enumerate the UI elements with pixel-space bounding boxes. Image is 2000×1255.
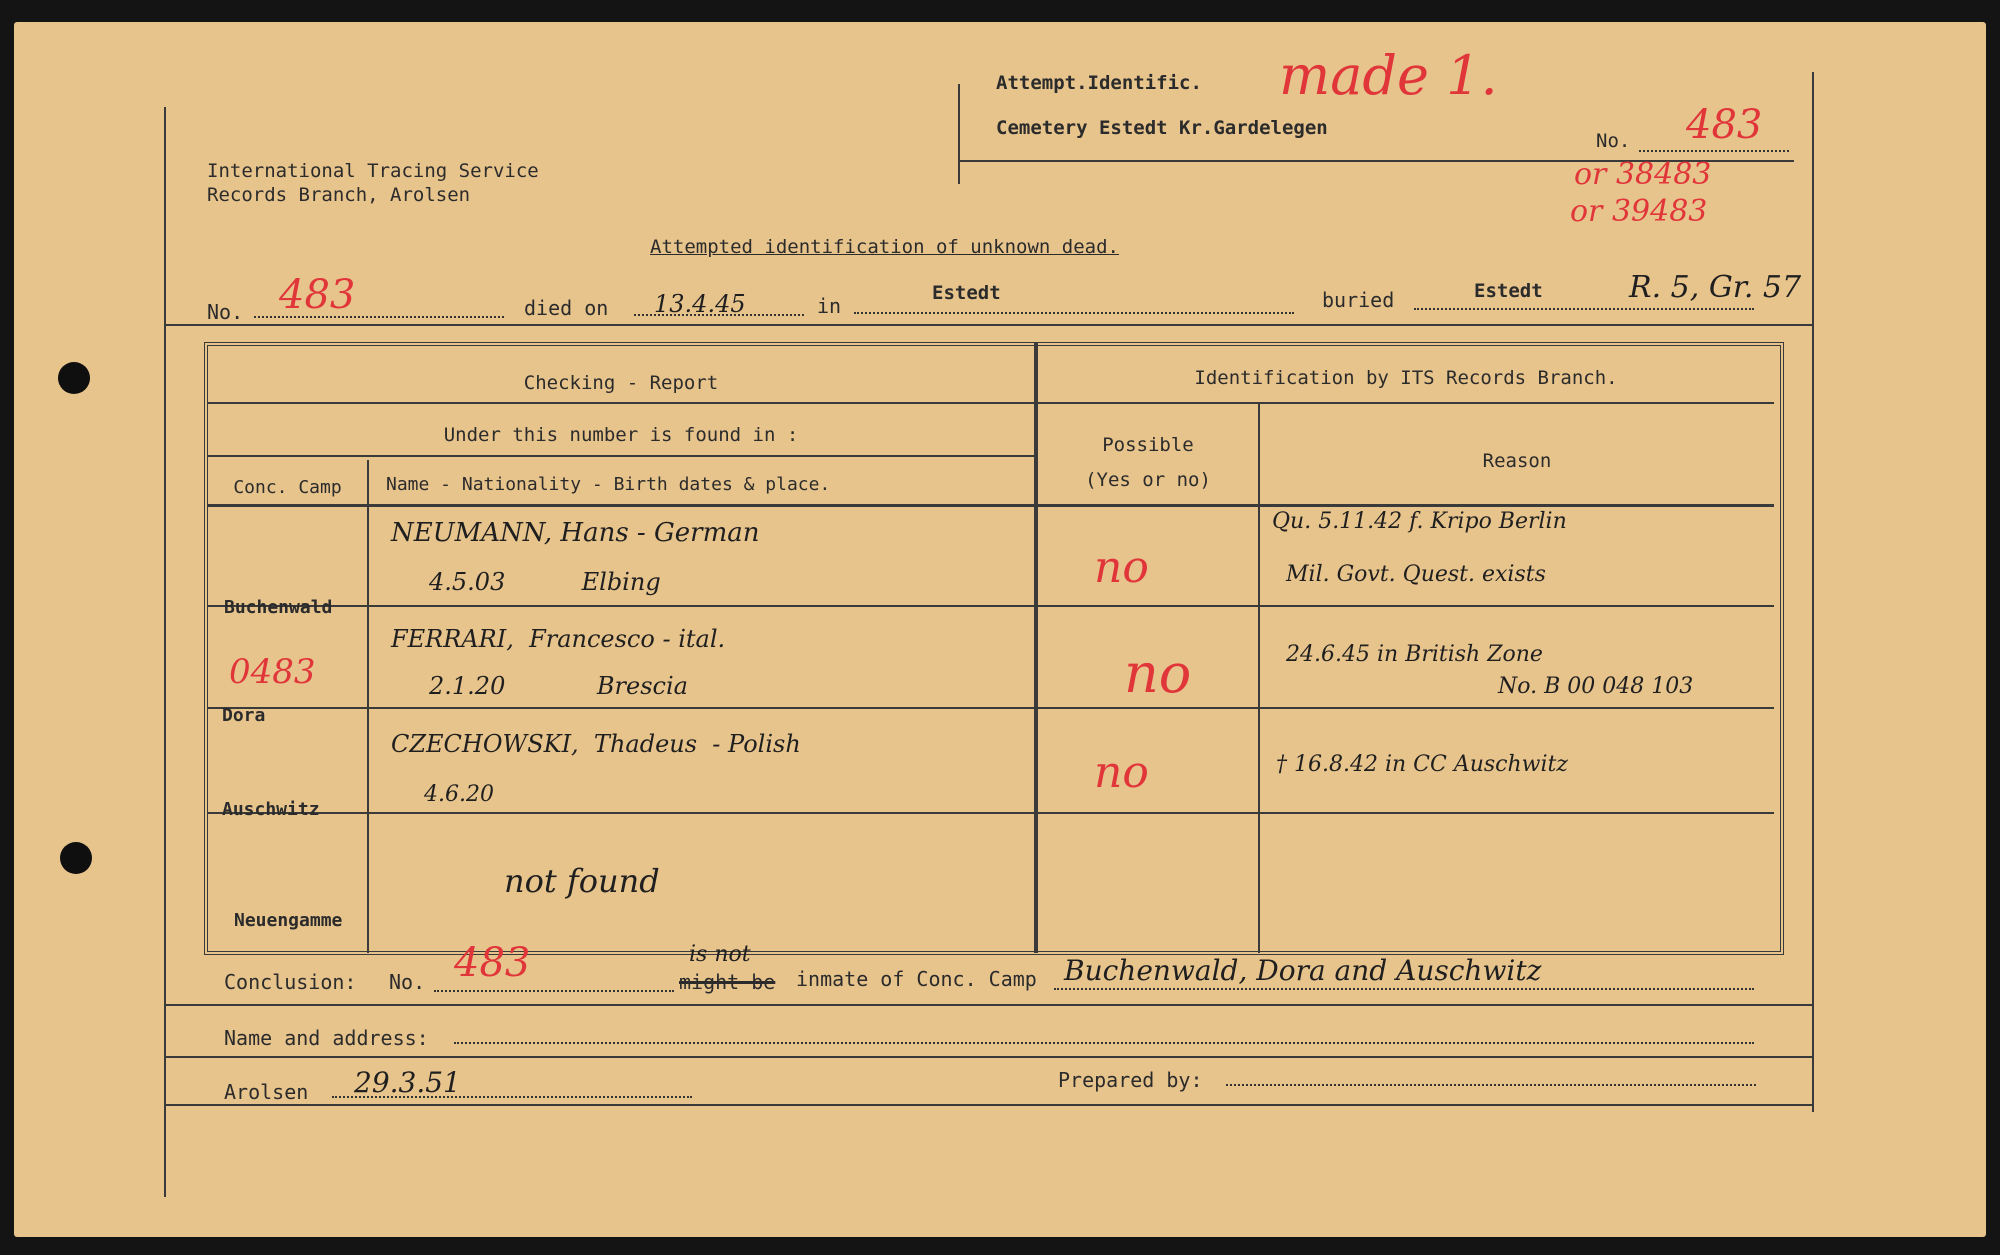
- conclusion-camps-dots: [1054, 988, 1754, 990]
- footer-rule: [164, 1104, 1812, 1106]
- record-no-dots: [254, 316, 504, 318]
- punch-hole: [58, 362, 90, 394]
- col-reason-header: Reason: [1482, 450, 1552, 472]
- index-card: [14, 22, 1986, 1237]
- col-possible-subheader: (Yes or no): [1085, 469, 1211, 491]
- document-title: Attempted identification of unknown dead.: [650, 236, 1119, 258]
- card-right-border: [1812, 72, 1814, 1112]
- row-camp-number: 0483: [229, 652, 316, 692]
- row-birth-line: 2.1.20 Brescia: [429, 672, 688, 700]
- name-address-rule: [164, 1056, 1812, 1058]
- org-line-2: Records Branch, Arolsen: [207, 184, 471, 206]
- conclusion-struck: might be: [679, 970, 776, 994]
- punch-hole: [60, 842, 92, 874]
- table-rule: [208, 455, 1034, 457]
- margin-line: [164, 107, 166, 1197]
- row-name-line: not found: [504, 862, 660, 900]
- col-possible-header: Possible: [1102, 434, 1194, 456]
- row-camp: Dora: [222, 705, 266, 726]
- died-value: 13.4.45: [654, 290, 746, 318]
- row-name-line: CZECHOWSKI, Thadeus - Polish: [391, 730, 801, 758]
- name-address-dots: [454, 1042, 1754, 1044]
- found-in-header: Under this number is found in :: [443, 424, 799, 446]
- conclusion-rule: [164, 1004, 1812, 1006]
- attempt-mark: made 1.: [1279, 44, 1498, 107]
- buried-value: Estedt: [1474, 280, 1543, 302]
- row-birth-line: 4.5.03 Elbing: [429, 568, 661, 596]
- cemetery: Cemetery Estedt Kr.Gardelegen: [996, 117, 1328, 139]
- ident-header: Identification by ITS Records Branch.: [1194, 367, 1618, 389]
- row-camp: Neuengamme: [234, 910, 343, 931]
- attempt-label: Attempt.Identific.: [996, 72, 1202, 94]
- row-reason-line: 24.6.45 in British Zone: [1286, 642, 1543, 667]
- died-dots: [634, 314, 804, 316]
- checking-header: Checking - Report: [523, 372, 719, 394]
- row-name-line: FERRARI, Francesco - ital.: [391, 625, 726, 653]
- name-address-label: Name and address:: [224, 1026, 429, 1050]
- conclusion-camps: Buchenwald, Dora and Auschwitz: [1064, 954, 1542, 987]
- conclusion-dots: [434, 990, 674, 992]
- in-label: in: [817, 294, 842, 318]
- record-rule: [164, 324, 1812, 326]
- buried-dots: [1414, 308, 1754, 310]
- died-label: died on: [524, 296, 609, 320]
- table-rule: [208, 812, 1774, 814]
- row-reason-line: No. B 00 048 103: [1498, 674, 1694, 699]
- table-rule: [208, 504, 1774, 507]
- row-camp: Auschwitz: [222, 799, 320, 820]
- in-value: Estedt: [932, 282, 1001, 304]
- conclusion-text: inmate of Conc. Camp: [796, 967, 1037, 991]
- box-border-left: [958, 84, 960, 184]
- row-possible: no: [1094, 542, 1149, 593]
- top-no-label: No.: [1596, 130, 1631, 152]
- date-dots: [332, 1096, 692, 1098]
- record-no-label: No.: [207, 300, 244, 324]
- conclusion-label: Conclusion:: [224, 970, 357, 994]
- org-line-1: International Tracing Service: [207, 160, 539, 182]
- row-camp: Buchenwald: [224, 597, 333, 618]
- col-camp-header: Conc. Camp: [233, 477, 342, 498]
- table-rule: [208, 707, 1774, 709]
- conclusion-no-label: No.: [389, 970, 426, 994]
- row-reason-line: Mil. Govt. Quest. exists: [1286, 562, 1546, 587]
- row-reason-line: † 16.8.42 in CC Auschwitz: [1276, 752, 1568, 777]
- grave-location: R. 5, Gr. 57: [1629, 270, 1802, 305]
- top-no-value: 483: [1686, 102, 1763, 148]
- prepared-label: Prepared by:: [1058, 1068, 1203, 1092]
- row-possible: no: [1094, 747, 1149, 798]
- table-rule: [208, 402, 1774, 404]
- col-name-header: Name - Nationality - Birth dates & place.: [386, 474, 831, 495]
- row-reason-line: Qu. 5.11.42 f. Kripo Berlin: [1272, 509, 1567, 534]
- alt-number-1: or 38483: [1574, 157, 1712, 192]
- prepared-dots: [1226, 1084, 1756, 1086]
- table-rule: [208, 605, 1774, 607]
- top-no-dots: [1639, 150, 1789, 152]
- date-value: 29.3.51: [354, 1066, 461, 1099]
- row-birth-line: 4.6.20: [424, 782, 494, 807]
- place-label: Arolsen: [224, 1080, 309, 1104]
- in-dots: [854, 312, 1294, 314]
- table-divider-possible: [1258, 402, 1260, 953]
- row-possible: no: [1124, 642, 1192, 705]
- buried-label: buried: [1322, 288, 1395, 312]
- conclusion-no-value: 483: [454, 940, 531, 986]
- record-no-value: 483: [279, 272, 356, 318]
- row-name-line: NEUMANN, Hans - German: [391, 518, 760, 548]
- alt-number-2: or 39483: [1570, 194, 1708, 229]
- conclusion-inserted: is not: [689, 942, 751, 967]
